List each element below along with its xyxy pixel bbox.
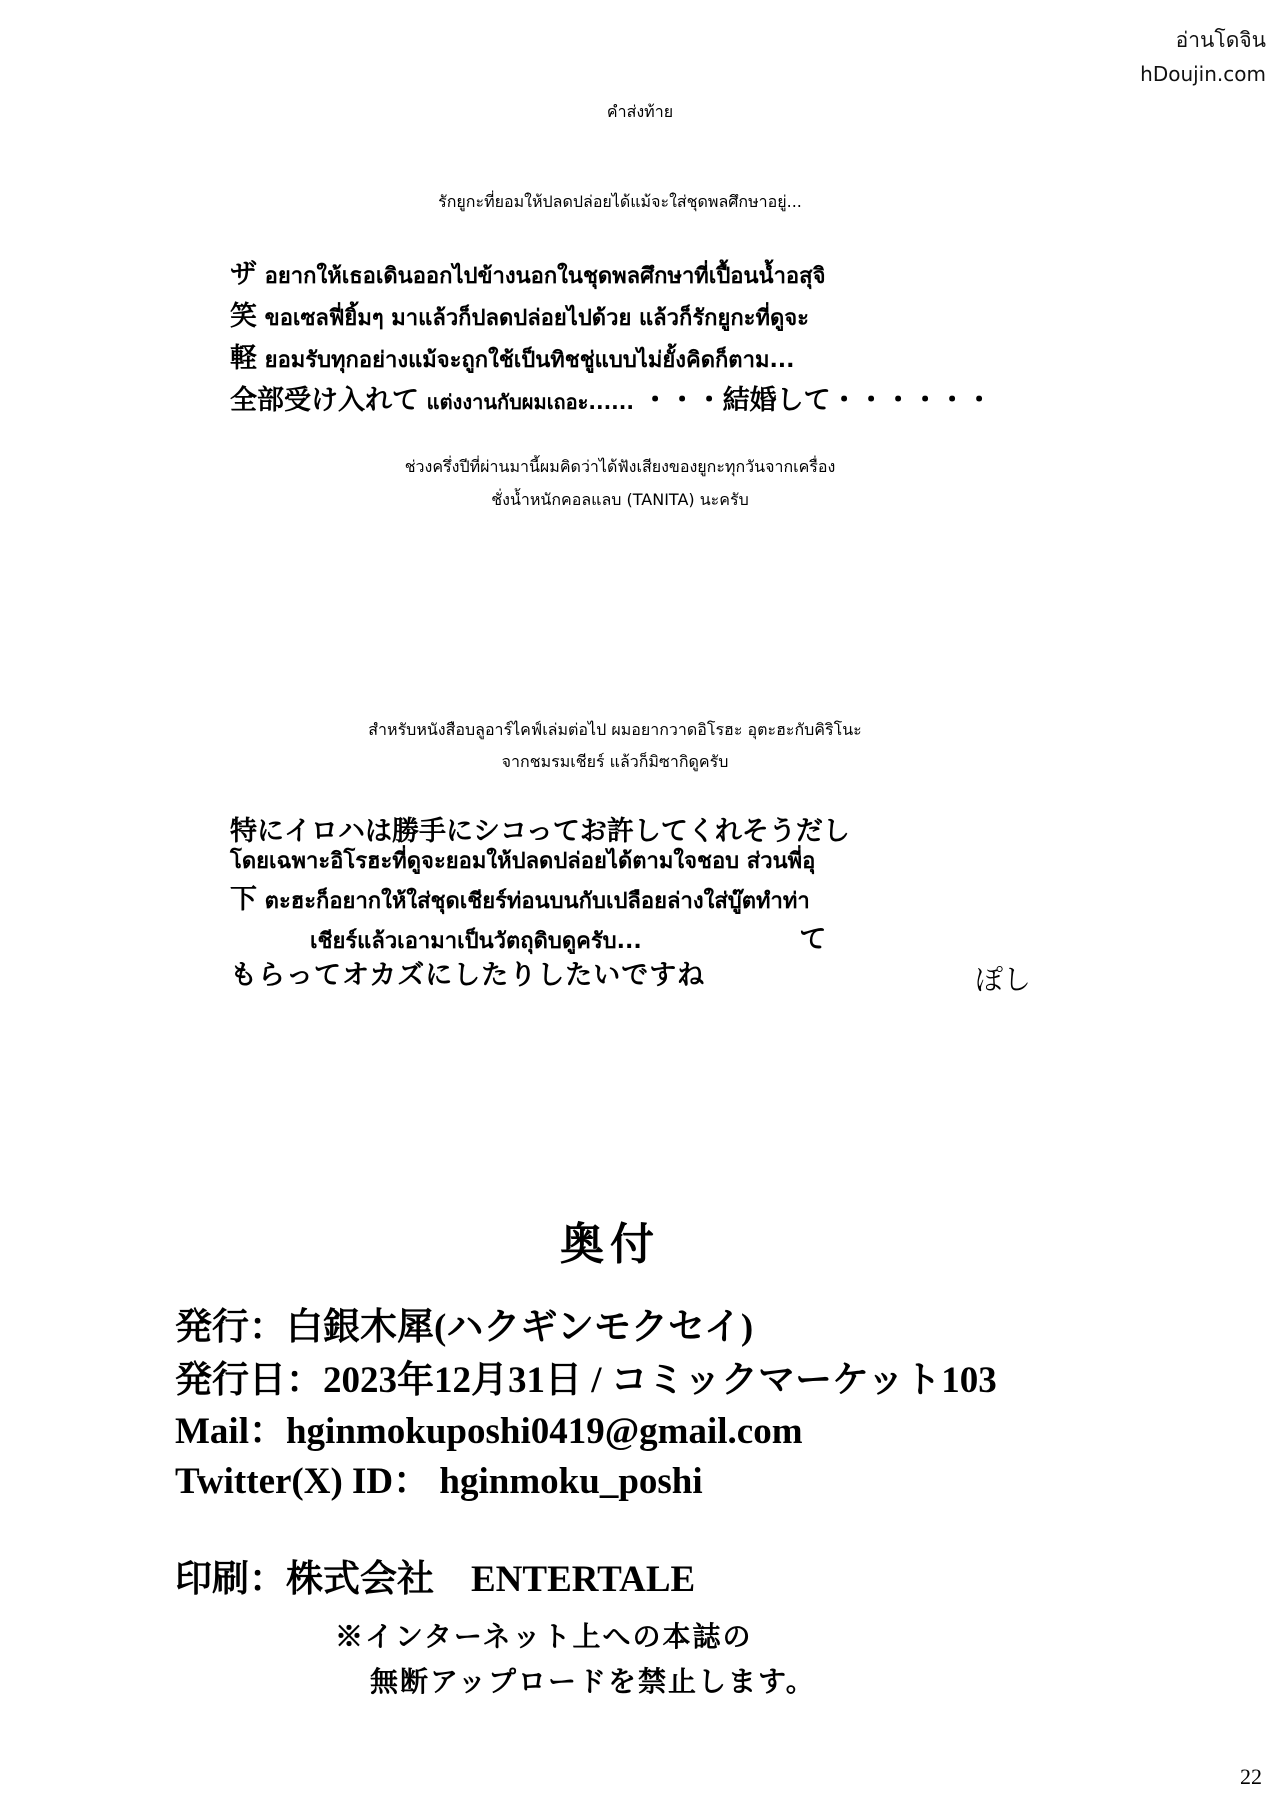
block1-ja-fragment: 笑	[230, 301, 257, 332]
tanita-line-1: ช่วงครึ่งปีที่ผ่านมานี้ผมคิดว่าได้ฟังเสียงของยูกะทุกวันจากเครื่อง	[404, 457, 836, 476]
watermark-site: hDoujin.com	[1140, 62, 1266, 86]
block2-line-2	[230, 881, 950, 921]
afterword-block-1	[230, 255, 993, 423]
next-book-line-1: สำหรับหนังสือบลูอาร์ไคฟ์เล่มต่อไป ผมอยากวาดอิโรฮะ อุตะฮะกับคิริโนะ	[368, 720, 862, 739]
author-signature: ぽし	[975, 963, 1032, 996]
upload-notice-line-1: ※インターネット上への本誌の	[335, 1620, 753, 1653]
colophon-publisher: 発行：白銀木犀(ハクギンモクセイ)	[175, 1307, 754, 1348]
upload-notice-line-2: 無断アップロードを禁止します。	[370, 1665, 816, 1698]
block2-ja-bottom: もらってオカズにしたりしたいですね	[230, 960, 706, 991]
colophon-title: 奥付	[560, 1220, 660, 1269]
block1-ja-fragment: 軽	[230, 343, 257, 374]
block1-thai-line: ยอมรับทุกอย่างแม้จะถูกใช้เป็นทิชชู่แบบไม่ยั้งคิดก็ตาม...	[264, 348, 795, 373]
watermark-thai: อ่านโดจิน	[1175, 28, 1266, 52]
block1-ja-fragment: ・・・結婚して・・・・・・	[641, 385, 993, 416]
block2-ja-fragment: 下	[230, 884, 257, 915]
block1-line-3	[230, 339, 950, 381]
block2-thai-line: โดยเฉพาะอิโรฮะที่ดูจะยอมให้ปลดปล่อยได้ตามใจชอบ ส่วนพี่อุ	[230, 849, 816, 874]
colophon-twitter: Twitter(X) ID： hginmoku_poshi	[175, 1461, 703, 1502]
colophon-date: 発行日：2023年12月31日 / コミックマーケット103	[175, 1360, 997, 1401]
block1-ja-fragment: 全部受け入れて	[230, 385, 419, 416]
block1-thai-line: ขอเซลฟี่ยิ้มๆ มาแล้วก็ปลดปล่อยไปด้วย แล้วก็รักยูกะที่ดูจะ	[264, 306, 809, 331]
block2-thai-line: ตะฮะก็อยากให้ใส่ชุดเชียร์ท่อนบนกับเปลือยล่างใส่บู๊ตทำท่า	[264, 889, 810, 914]
block2-ja-top-right: お許してくれそうだし	[579, 816, 850, 847]
block2-line-1	[230, 843, 950, 881]
block1-thai-line: แต่งงานกับผมเถอะ......	[426, 390, 634, 414]
next-book-line-2: จากชมรมเชียร์ แล้วก็มิซากิดูครับ	[501, 752, 729, 771]
block2-ja-top-left: 特にイロハは勝手にシコって	[230, 816, 580, 847]
block2-ja-top	[230, 815, 950, 847]
afterword-title: คำส่งท้าย	[606, 102, 674, 121]
block1-thai-line: อยากให้เธอเดินออกไปข้างนอกในชุดพลศึกษาที่เปื้อนน้ำอสุจิ	[264, 264, 826, 289]
block1-ja-fragment: ザ	[230, 259, 257, 290]
afterword-block-2	[230, 815, 950, 991]
block1-line-4	[230, 381, 993, 423]
block2-line-3	[230, 921, 950, 961]
block1-line-2	[230, 297, 950, 339]
block1-line-1	[230, 255, 950, 297]
intro-line: รักยูกะที่ยอมให้ปลดปล่อยได้แม้จะใส่ชุดพลศึกษาอยู่...	[438, 192, 802, 211]
page-number: 22	[1240, 1764, 1262, 1789]
tanita-line-2: ชั่งน้ำหนักคอลแลบ (TANITA) นะครับ	[491, 490, 749, 509]
block2-ja-fragment: て	[799, 924, 827, 955]
block2-thai-line: เชียร์แล้วเอามาเป็นวัตถุดิบดูครับ...	[310, 929, 642, 954]
colophon-mail: Mail：hginmokuposhi0419@gmail.com	[175, 1411, 803, 1452]
colophon-printer: 印刷：株式会社 ENTERTALE	[175, 1559, 696, 1600]
